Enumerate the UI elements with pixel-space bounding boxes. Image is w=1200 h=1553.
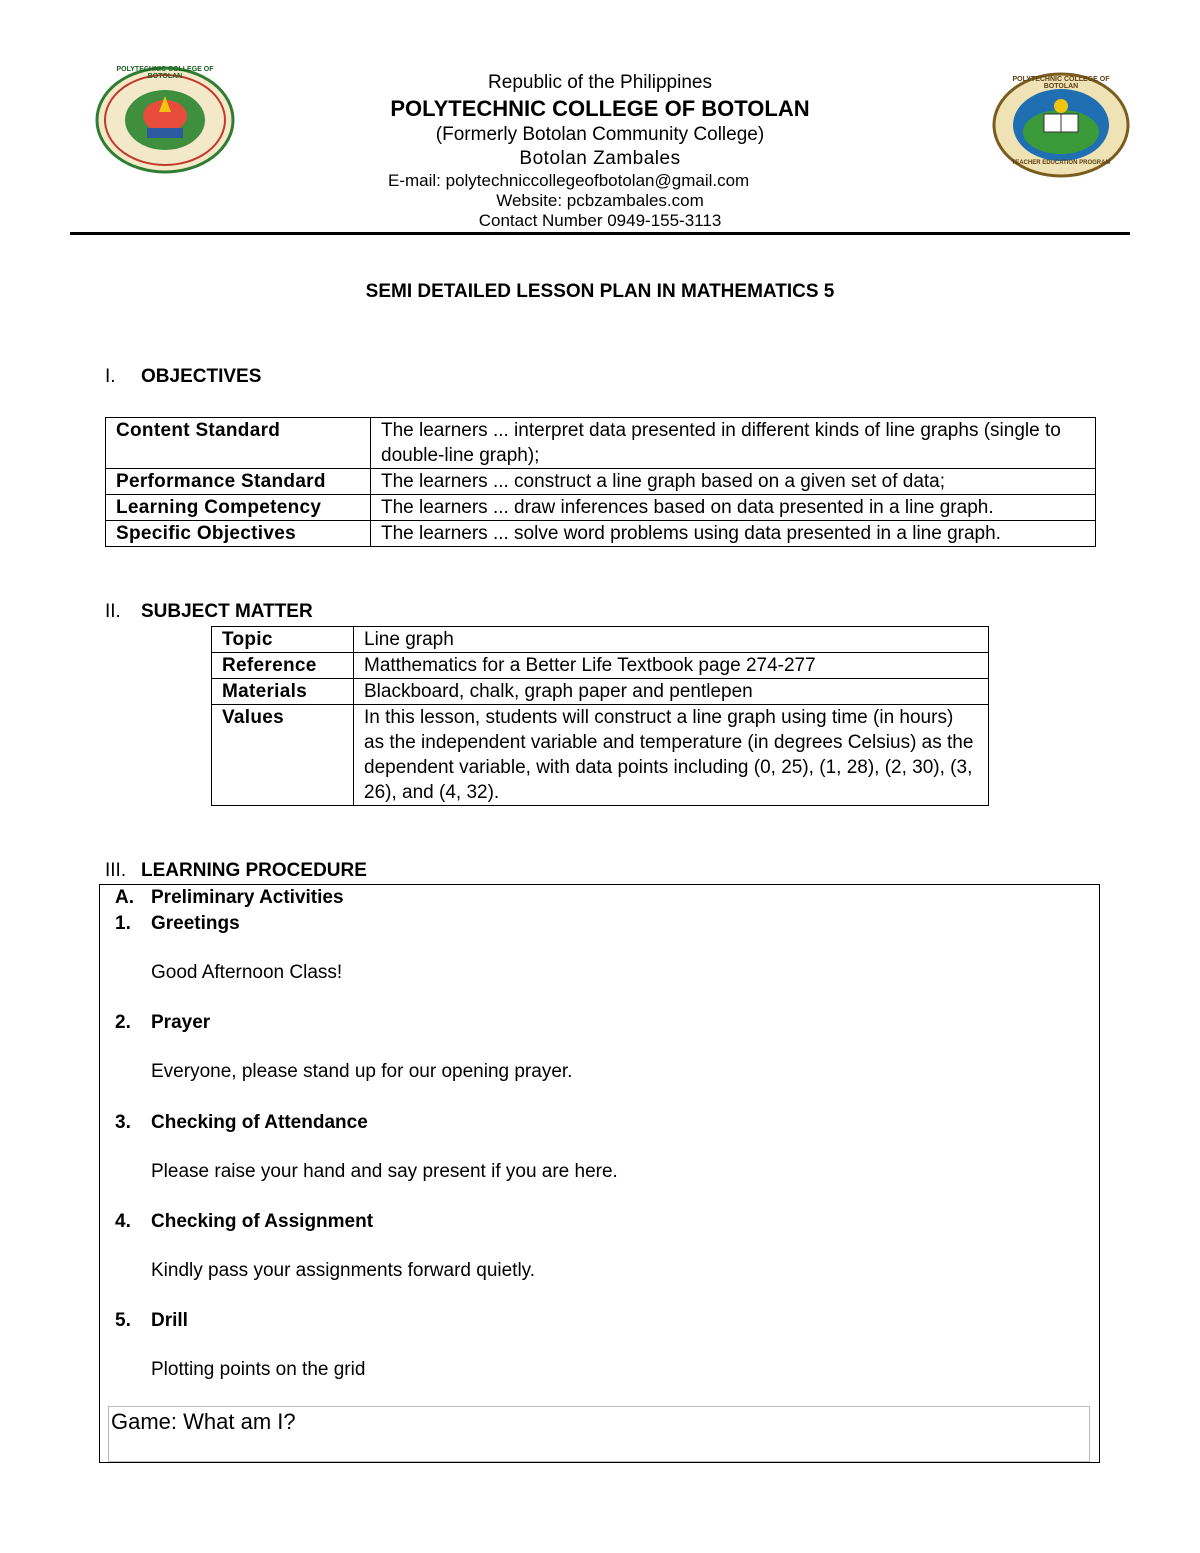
objectives-title: OBJECTIVES <box>141 366 262 387</box>
list-item <box>115 1112 368 1134</box>
college-name: POLYTECHNIC COLLEGE OF BOTOLAN <box>390 96 810 121</box>
table-row <box>212 627 989 653</box>
objectives-value: The learners ... interpret data presented in different kinds of line graphs (single to double-line graph); <box>371 418 1096 469</box>
objectives-number: I. <box>105 366 116 387</box>
game-box <box>108 1406 1090 1462</box>
subject-value: Blackboard, chalk, graph paper and pentlepen <box>354 679 989 705</box>
objectives-value: The learners ... construct a line graph based on a given set of data; <box>371 469 1096 495</box>
subject-matter-title: SUBJECT MATTER <box>141 601 313 622</box>
college-seal-left-text: POLYTECHNIC COLLEGE OF BOTOLAN <box>116 66 214 80</box>
table-row <box>106 469 1096 495</box>
objectives-label: Performance Standard <box>106 469 371 495</box>
list-item <box>115 913 240 935</box>
procedure-heading <box>105 860 367 882</box>
objectives-table <box>105 417 1096 547</box>
subject-value: Matthematics for a Better Life Textbook page 274-277 <box>354 653 989 679</box>
procedure-title: LEARNING PROCEDURE <box>141 860 367 881</box>
email-line: E-mail: polytechniccollegeofbotolan@gmail.com <box>388 171 750 190</box>
item-title: Checking of Assignment <box>151 1211 374 1232</box>
subject-label: Topic <box>212 627 354 653</box>
website-line: Website: pcbzambales.com <box>496 191 704 210</box>
game-title: Game: What am I? <box>111 1409 296 1434</box>
list-item <box>115 1012 210 1034</box>
item-text: Kindly pass your assignments forward quietly. <box>151 1260 536 1281</box>
table-row <box>212 705 989 806</box>
objectives-value: The learners ... draw inferences based on data presented in a line graph. <box>371 495 1096 521</box>
subject-matter-table <box>211 626 989 806</box>
objectives-label: Learning Competency <box>106 495 371 521</box>
item-number: 4. <box>115 1211 131 1232</box>
preliminary-heading <box>115 887 344 909</box>
objectives-value: The learners ... solve word problems using data presented in a line graph. <box>371 521 1096 547</box>
item-text: Please raise your hand and say present if you are here. <box>151 1161 618 1182</box>
subject-value: Line graph <box>354 627 989 653</box>
list-item <box>115 1211 373 1233</box>
item-title: Prayer <box>151 1012 211 1033</box>
item-text: Good Afternoon Class! <box>151 962 343 983</box>
location-line: Botolan Zambales <box>519 148 681 169</box>
table-row <box>212 653 989 679</box>
table-row <box>106 495 1096 521</box>
objectives-label: Content Standard <box>106 418 371 469</box>
subject-label: Reference <box>212 653 354 679</box>
table-row <box>212 679 989 705</box>
republic-line: Republic of the Philippines <box>488 72 712 93</box>
header-divider <box>70 232 1130 235</box>
subject-label: Materials <box>212 679 354 705</box>
teacher-education-seal-bottom-text: TEACHER EDUCATION PROGRAM <box>1011 160 1111 166</box>
item-title: Checking of Attendance <box>151 1112 368 1133</box>
item-number: 5. <box>115 1310 131 1331</box>
item-number: 2. <box>115 1012 131 1033</box>
item-title: Drill <box>151 1310 188 1331</box>
table-row <box>106 418 1096 469</box>
list-item <box>115 1310 188 1332</box>
item-title: Greetings <box>151 913 240 934</box>
subject-label: Values <box>212 705 354 806</box>
objectives-heading <box>105 366 261 388</box>
item-text: Plotting points on the grid <box>151 1359 366 1380</box>
teacher-education-seal-top-text: POLYTECHNIC COLLEGE OF BOTOLAN <box>1012 76 1110 90</box>
table-row <box>106 521 1096 547</box>
item-text: Everyone, please stand up for our opening prayer. <box>151 1061 573 1082</box>
objectives-label: Specific Objectives <box>106 521 371 547</box>
preliminary-letter: A. <box>115 887 134 908</box>
page-title: SEMI DETAILED LESSON PLAN IN MATHEMATICS 5 <box>365 281 835 302</box>
subject-value: In this lesson, students will construct a line graph using time (in hours) as the independent variable and temperature (in degrees Celsius) as the dependent variable, with data points including (0, 25), (1, 28), (2, 30), (3, 26), and (4, 32). <box>354 705 989 806</box>
formerly-line: (Formerly Botolan Community College) <box>435 124 765 145</box>
item-number: 3. <box>115 1112 131 1133</box>
subject-matter-heading <box>105 601 313 623</box>
procedure-number: III. <box>105 860 127 881</box>
subject-matter-number: II. <box>105 601 121 622</box>
contact-line: Contact Number 0949-155-3113 <box>478 211 722 230</box>
preliminary-title: Preliminary Activities <box>151 887 344 908</box>
item-number: 1. <box>115 913 131 934</box>
